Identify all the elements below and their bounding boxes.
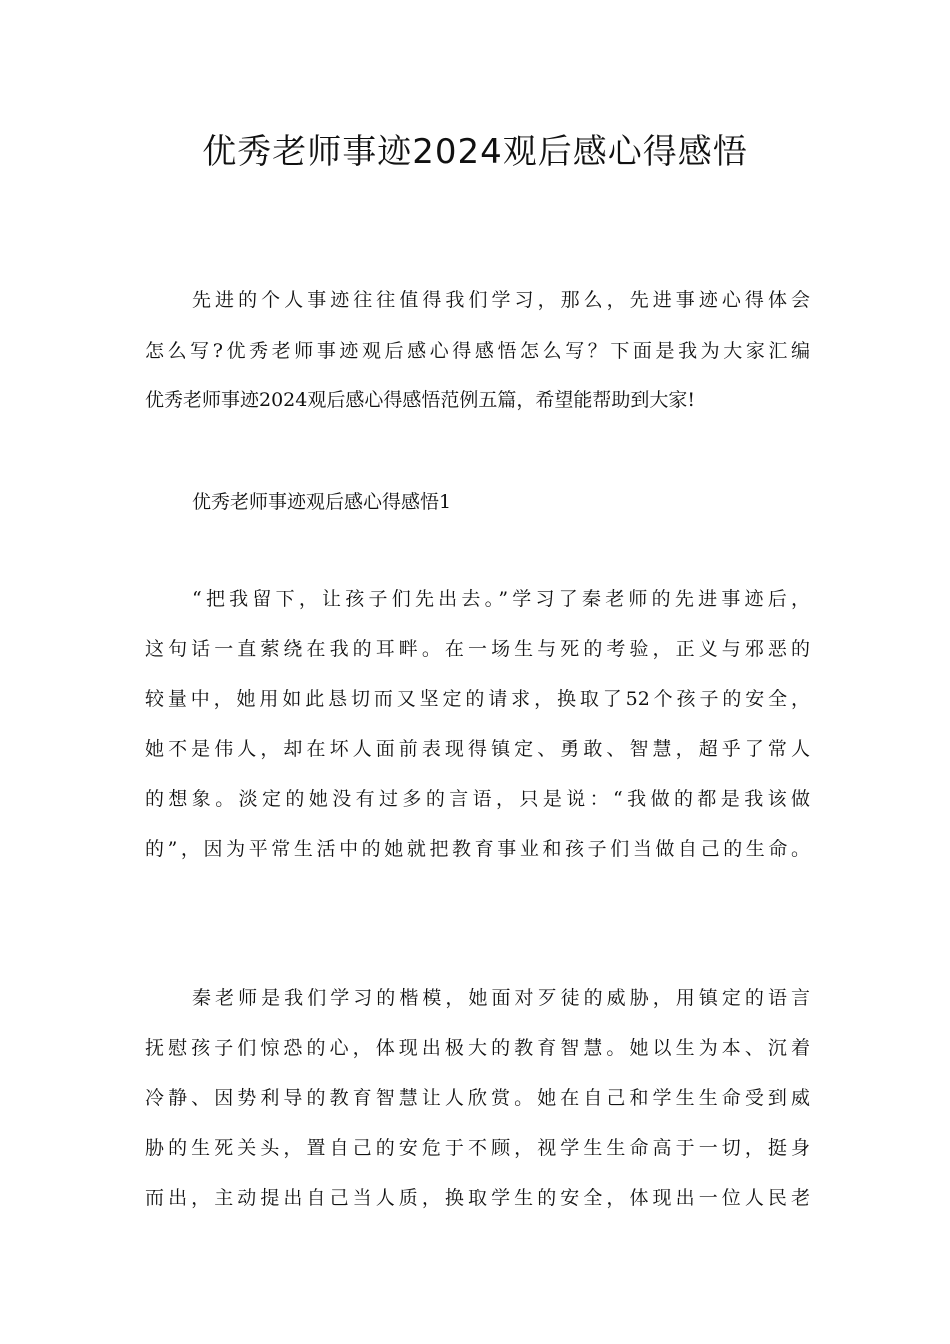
paragraph-line: “把我留下，让孩子们先出去。”学习了秦老师的先进事迹后，: [192, 588, 810, 610]
intro-line: 优秀老师事迹2024观后感心得感悟范例五篇，希望能帮助到大家!: [145, 389, 695, 411]
intro-line: 先进的个人事迹往往值得我们学习，那么，先进事迹心得体会: [192, 289, 810, 311]
section-heading: 优秀老师事迹观后感心得感悟1: [192, 491, 452, 513]
paragraph-line: 抚慰孩子们惊恐的心，体现出极大的教育智慧。她以生为本、沉着: [145, 1037, 810, 1059]
paragraph-line: 胁的生死关头，置自己的安危于不顾，视学生生命高于一切，挺身: [145, 1137, 810, 1159]
paragraph-line: 她不是伟人，却在坏人面前表现得镇定、勇敢、智慧，超乎了常人: [145, 738, 810, 760]
paragraph-line: 的”，因为平常生活中的她就把教育事业和孩子们当做自己的生命。: [145, 838, 810, 860]
paragraph-line: 秦老师是我们学习的楷模，她面对歹徒的威胁，用镇定的语言: [192, 987, 810, 1009]
document-title: 优秀老师事迹2024观后感心得感悟: [202, 132, 748, 172]
paragraph-line: 较量中，她用如此恳切而又坚定的请求，换取了52个孩子的安全，: [145, 688, 810, 710]
paragraph-line: 的想象。淡定的她没有过多的言语，只是说：“我做的都是我该做: [145, 788, 810, 810]
paragraph-line: 这句话一直萦绕在我的耳畔。在一场生与死的考验，正义与邪恶的: [145, 638, 810, 660]
intro-line: 怎么写?优秀老师事迹观后感心得感悟怎么写？下面是我为大家汇编: [145, 340, 810, 362]
paragraph-line: 冷静、因势利导的教育智慧让人欣赏。她在自己和学生生命受到威: [145, 1087, 810, 1109]
paragraph-line: 而出，主动提出自己当人质，换取学生的安全，体现出一位人民老: [145, 1187, 810, 1209]
